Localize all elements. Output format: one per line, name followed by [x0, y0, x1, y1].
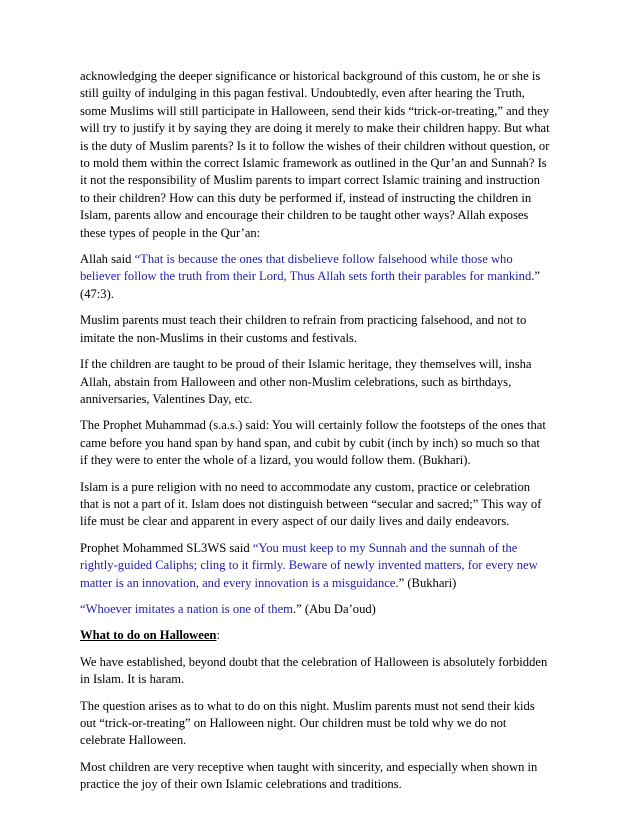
- section-heading-colon: :: [216, 628, 220, 643]
- quran-quote-text: “That is because the ones that disbelieve follow falsehood while those who believer follow the truth from their Lord, Thus Allah sets forth their parables for mankind: [80, 252, 532, 284]
- paragraph-forbidden: We have established, beyond doubt that the celebration of Halloween is absolutely forbidden in Islam. It is haram.: [80, 654, 548, 687]
- paragraph-receptive-children: Most children are very receptive when taught with sincerity, and especially when shown in practice the joy of their own Islamic celebrations and traditions.: [80, 759, 538, 792]
- quote-citation: .” (Bukhari): [395, 575, 457, 590]
- sunnah-quote-text: “You must keep to my Sunnah and the sunnah of the rightly-guided Caliphs; cling to it firmly. Beware of newly invented matters, for every new matter is an innovation, and every innovation is a misguidance: [80, 540, 538, 590]
- section-heading-text: What to do on Halloween: [80, 628, 217, 643]
- paragraph-pure-religion: Islam is a pure religion with no need to accommodate any custom, practice or celebration that is not a part of it. Islam does not distinguish between “secular and sacred;” This way of life must be clear and apparent in every aspect of our daily lives and daily endeavors.: [80, 479, 542, 529]
- document-page: [80, 68, 550, 803]
- quote-citation: .” (47:3).: [80, 269, 541, 301]
- paragraph-parental-duty: acknowledging the deeper significance or historical background of this custom, he or she is still guilty of indulging in this pagan festival. Undoubtedly, even after hearing the Truth, some Muslims will still participate in Halloween, send their kids “trick-or-treating,” and they will try to justify it by saying they are doing it merely to make their children happy. But what is the duty of Muslim parents? Is it to follow the wishes of their children without question, or to mold them within the correct Islamic framework as outlined in the Qur’an and Sunnah? Is it not the responsibility of Muslim parents to impart correct Islamic training and instruction to their children? How can this duty be performed if, instead of instructing the children in Islam, parents allow and encourage their children to be taught other ways? Allah exposes these types of people in the Qur’an:: [80, 69, 550, 240]
- paragraph-islamic-heritage: If the children are taught to be proud of their Islamic heritage, they themselves will, insha Allah, abstain from Halloween and other non-Muslim celebrations, such as birthdays, anniversaries, Valentines Day, etc.: [80, 357, 532, 406]
- paragraph-teach-children: Muslim parents must teach their children to refrain from practicing falsehood, and not to imitate the non-Muslims in their customs and festivals.: [80, 313, 527, 345]
- section-heading: [80, 627, 550, 644]
- quote-intro: Allah said: [80, 252, 135, 267]
- imitation-quote-text: “Whoever imitates a nation is one of them: [80, 601, 293, 616]
- paragraph-quran-quote: [80, 251, 550, 303]
- quote-citation: .” (Abu Da’oud): [292, 601, 376, 616]
- paragraph-question-arises: The question arises as to what to do on this night. Muslim parents must not send their kids out “trick-or-treating” on Halloween night. Our children must be told why we do not celebrate Halloween.: [80, 698, 535, 748]
- paragraph-prophet-hadith: The Prophet Muhammad (s.a.s.) said: You will certainly follow the footsteps of the ones that came before you hand span by hand span, and cubit by cubit (inch by inch) so much so that if they were to enter the whole of a lizard, you would follow them. (Bukhari).: [80, 418, 546, 468]
- quote-intro: Prophet Mohammed SL3WS said: [80, 540, 253, 555]
- paragraph-sunnah-quote: [80, 540, 550, 592]
- paragraph-imitation-quote: [80, 601, 550, 618]
